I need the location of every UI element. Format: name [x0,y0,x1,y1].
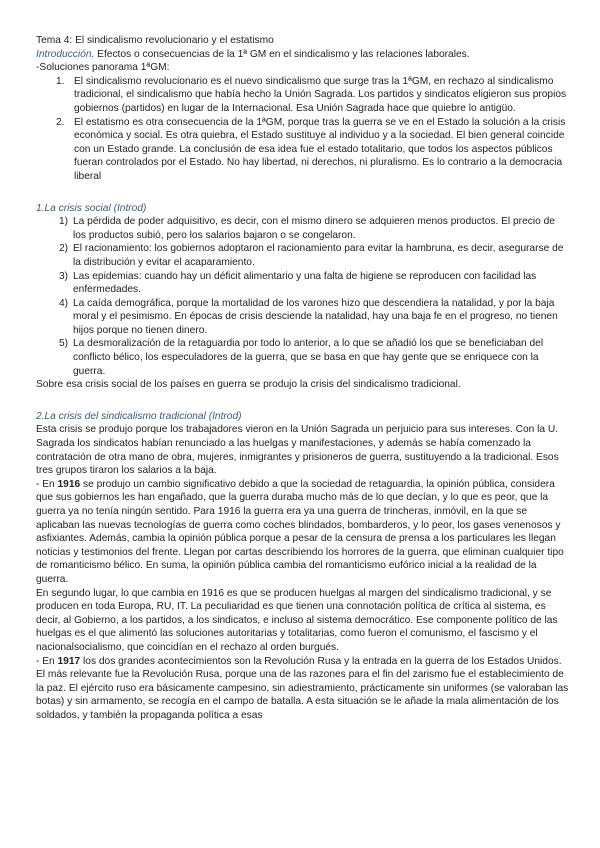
list-item [36,270,570,297]
paragraph [36,478,570,587]
paragraph-text: - En [36,655,58,667]
list-text: Las epidemias: cuando hay un déficit alimentario y una falta de higiene se reproducen con facilidad las enfermedades. [73,270,537,296]
paragraph-text: los dos grandes acontecimientos son la Revolución Rusa y la entrada en la guerra de los Estados Unidos. El más relevante fue la Revolución Rusa, porque una de las razones para el fin del zarismo fue el establecimiento de la paz. El ejército ruso era básicamente campesino, sin adiestramiento, prácticamente sin uniformes (se valoraban las botas) y sin armamento, se recogía en el campo de batalla. A esta situación se le añade la mala alimentación de los soldados, y también la propaganda política a esas [36,655,569,721]
section-heading: 1.La crisis social (Introd) [36,202,147,214]
paragraph-text: se produjo un cambio significativo debido a que la sociedad de retaguardia, la opinión pública, considera que sus gobiernos les han engañado, que la guerra duraba mucho más de lo que decían, y lo que es peor, que la guerra ya no tenía ningún sentido. Para 1916 la guerra era ya una guerra de trincheras, inmóvil, en la que se aplicaban las nuevas tecnologías de guerra como coches blindados, bombarderos, y lo peor, los gases venenosos y asfixiantes. Además, cambia la opinión pública porque a pesar de la censura de prensa a los particulares les llegan noticias y testimonios del frente. Llegan por cartas describiendo los horrores de la guerra, que eliminan cualquier tipo de romanticismo bélico. En suma, la opinión pública cambia del romanticismo eufórico inicial a la realidad de la guerra. [36,478,564,585]
list-item [36,215,570,242]
document-page [36,34,570,723]
list-item [36,242,570,269]
list-text: La pérdida de poder adquisitivo, es decir, con el mismo dinero se adquieren menos productos. El precio de los productos subió, pero los salarios bajaron o se congelaron. [73,216,555,241]
list-number: 2. [56,116,65,128]
section-heading: 2.La crisis del sindicalismo tradicional (Introd) [36,410,242,422]
list-text: El estatismo es otra consecuencia de la 1ªGM, porque tras la guerra se ve en el Estado la solución a la crisis económica y social. Es otra quiebra, el Estado sustituye al individuo y a la sociedad. El bien general coincide con un Estado grande. La conclusión de esa idea fue el estado totalitario, que todos los aspectos públicos fueran controlados por el Estado. No hay libertad, ni derechos, ni pluralismo. Es lo contrario a la democracia liberal [74,116,566,182]
document-title: Tema 4: El sindicalismo revolucionario y el estatismo [36,35,274,46]
list-text: La desmoralización de la retaguardia por todo lo anterior, a lo que se añadió los que se beneficiaban del conflicto bélico, los especuladores de la guerra, que se basa en que hay gente que se enriquece con la guerra. [73,338,544,377]
list-item [36,337,570,378]
paragraph: En segundo lugar, lo que cambia en 1916 es que se producen huelgas al margen del sindicalismo tradicional, y se producen en toda Europa, RU, IT. La peculiaridad es que tienen una connotación política de crítica al sistema, es decir, al Gobierno, a los partidos, a los sindicatos, e incluso al sistema democrático. Ese componente político de las huelgas es el que alimentó las soluciones autoritarias y totalitarias, como fueron el comunismo, el fascismo y el nacionalsocialismo, que coincidían en el rechazo al orden burgués. [36,587,558,653]
list-number: 5) [59,338,69,350]
intro-line [36,48,570,62]
crisis-list [36,215,570,378]
list-text: El sindicalismo revolucionario es el nuevo sindicalismo que surge tras la 1ªGM, en rechazo al sindicalismo tradicional, el sindicalismo que había hecho la Unión Sagrada. Los partidos y sindicatos eligieron sus propios gobiernos (partidos) en lugar de la Internacional. Esa Unión Sagrada hace que quiebre lo antigüo. [74,75,567,114]
list-number: 4) [59,297,69,309]
intro-label: Introducción. [36,48,95,60]
list-number: 1. [56,75,65,87]
intro-subtitle: -Soluciones panorama 1ªGM: [36,62,170,74]
paragraph: Esta crisis se produjo porque los trabajadores vieron en la Unión Sagrada un perjuicio para sus intereses. Con la U. Sagrada los sindicatos habían renunciado a las huelgas y manifestaciones, y además se había comenzado la contratación de otra mano de obra, mujeres, inmigrantes y prisioneros de guerra, sustituyendo a la tradicional. Esos tres grupos tiraron los salarios a la baja. [36,424,559,477]
year-highlight: 1916 [57,478,81,490]
intro-text: Efectos o consecuencias de la 1ª GM en el sindicalismo y las relaciones laborales. [94,48,470,60]
year-highlight: 1917 [57,655,81,667]
list-item [36,297,570,338]
paragraph [36,655,570,723]
section-closing: Sobre esa crisis social de los países en guerra se produjo la crisis del sindicalismo tradicional. [36,379,461,391]
list-number: 2) [59,243,69,255]
paragraph-text: - En [36,478,58,490]
list-number: 1) [59,216,69,228]
list-item [36,116,570,184]
intro-list [36,75,570,184]
list-item [36,75,570,116]
list-number: 3) [59,270,69,282]
list-text: El racionamiento: los gobiernos adoptaron el racionamiento para evitar la hambruna, es decir, asegurarse de la distribución y evitar el acaparamiento. [73,243,564,268]
list-text: La caída demográfica, porque la mortalidad de los varones hizo que descendiera la natalidad, y por la baja moral y el pesimismo. En épocas de crisis desciende la natalidad, hay una baja fe en el progreso, no tienen hijos porque no tienen dinero. [73,297,558,336]
